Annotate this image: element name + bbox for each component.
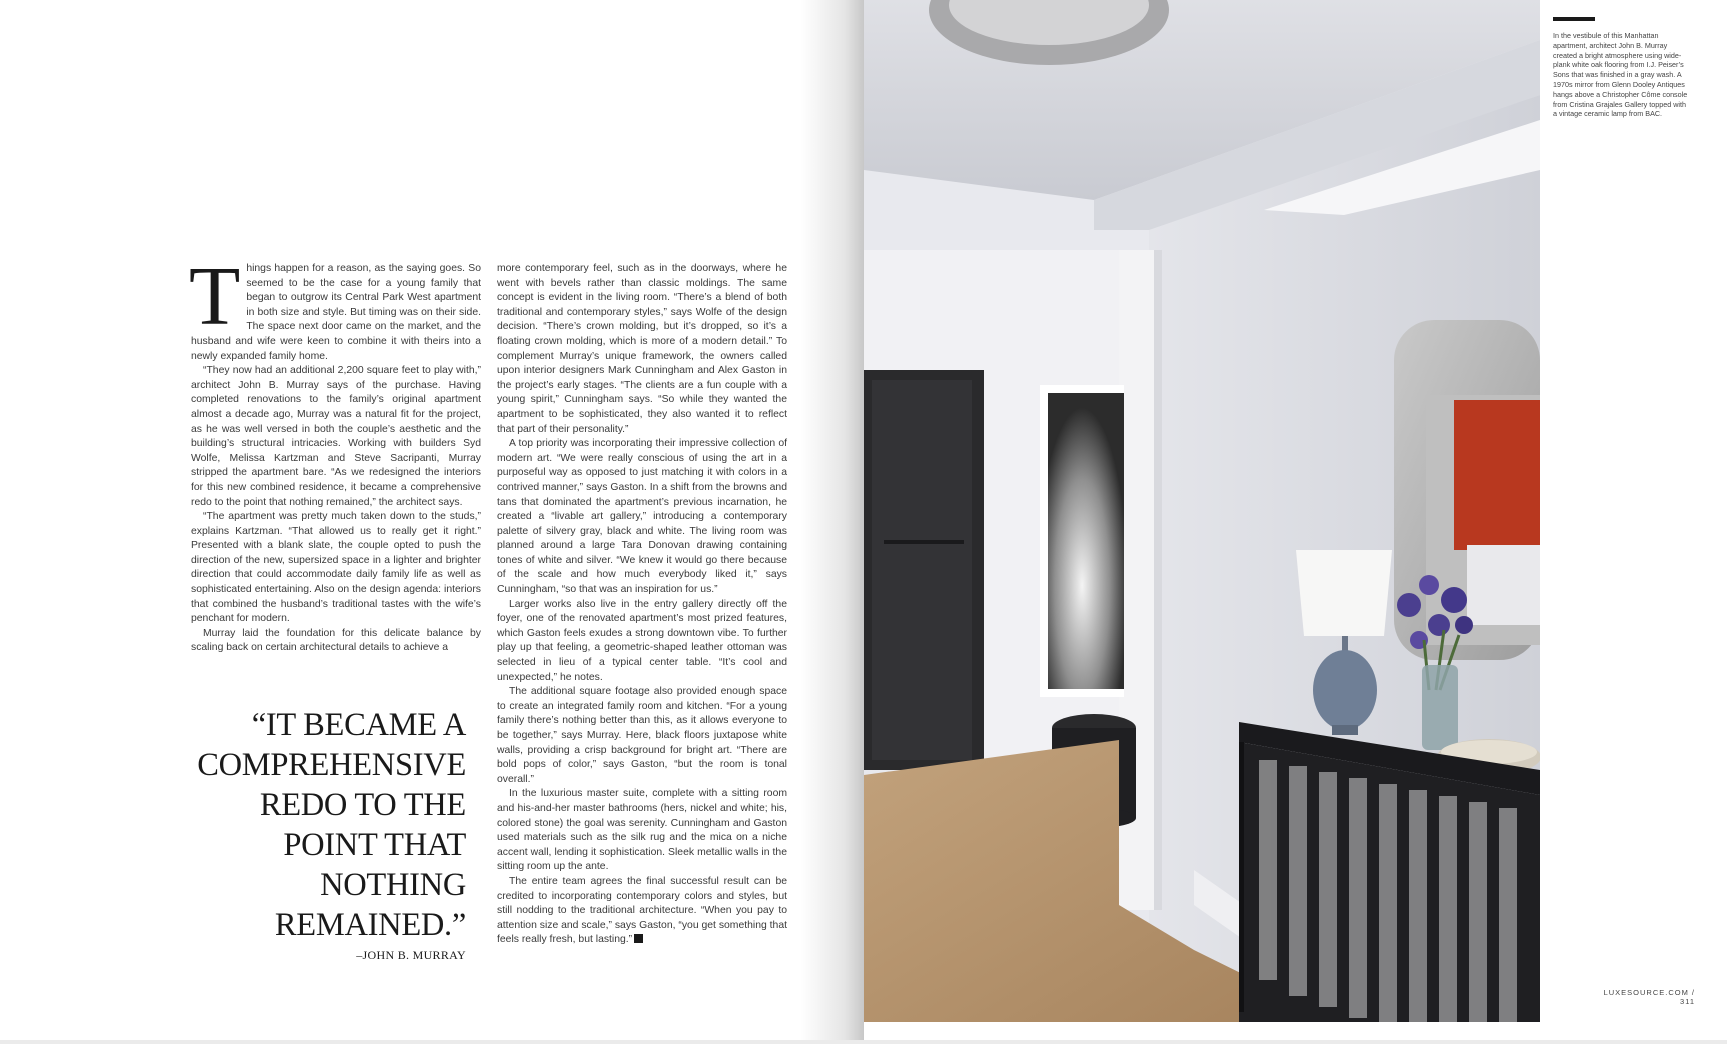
gutter-shadow (800, 0, 864, 1040)
left-page (0, 0, 864, 1040)
pull-quote-attribution: –JOHN B. MURRAY (356, 948, 466, 962)
paragraph: A top priority was incorporating their impressive collection of modern art. “We were really conscious of using the art in a purposeful way as opposed to just matching it with colors in a contrived manner,” says Gaston. In a shift from the browns and tans that dominated the apartment’s previous incarnation, he created a “livable art gallery,” introducing a contemporary palette of silvery gray, black and white. The living room was planned around a large Tara Donovan drawing containing tones of white and silver. “We knew it would go there because of the scale and how much everybody liked it,” says Cunningham, “so that was an inspiration for us.” (497, 438, 787, 596)
paragraph: The entire team agrees the final successful result can be credited to incorporating contemporary colors and styles, but still nodding to the traditional architecture. “When you pay to attention size and scale,” says Gaston, “you get something that feels really fresh, but lasting.” (497, 875, 787, 946)
paragraph: “The apartment was pretty much taken down to the studs,” explains Kartzman. “That allowed us to really get it right.” Presented with a blank slate, the couple opted to push the direction of the new, supersized space in a lighter and brighter direction that could accommodate daily family life as well as sophisticated entertaining. Also on the design agenda: interiors that combined the husband’s traditional tastes with the wife’s penchant for modern. (191, 511, 481, 625)
paragraph: more contemporary feel, such as in the doorways, where he went with bevels rather than classic moldings. The same concept is evident in the living room. “There’s a blend of both traditional and contemporary styles,” says Wolfe of the design decision. “There’s crown molding, but it’s dropped, so it’s a floating crown molding, which is more of a modern detail.” To complement Murray’s unique framework, the owners called upon interior designers Mark Cunningham and Alex Gaston in the project’s early stages. “The clients are a fun couple with a young spirit,” Cunningham says. “So while they wanted the apartment to be sophisticated, they also wanted it to reflect that part of their personality.” (497, 263, 787, 435)
article-column-1 (189, 250, 481, 656)
photo-caption: In the vestibule of this Manhattan apartment, architect John B. Murray created a bright atmosphere using wide-plank white oak flooring from I.J. Peiser’s Sons that was finished in a gray wash. A 1970s mirror from Glenn Dooley Antiques hangs above a Christopher Côme console from Cristina Grajales Gallery topped with a vintage ceramic lamp from BAC. (1553, 31, 1688, 119)
paragraph: “They now had an additional 2,200 square feet to play with,” architect John B. Murray says of the purchase. Having completed renovations to the family’s original apartment almost a decade ago, Murray was a natural fit for the project, as he was well versed in both the couple’s aesthetic and the building’s structural intricacies. Working with builders Syd Wolfe, Melissa Kartzman and Steve Sacripanti, Murray stripped the apartment bare. “As we redesigned the interiors for this new combined residence, it became a comprehensive redo to the point that nothing remained,” the architect says. (191, 365, 481, 508)
paragraph: Things happen for a reason, as the saying goes. So seemed to be the case for a young family that began to outgrow its Central Park West apartment in both size and style. But timing was on their side. The space next door came on the market, and the husband and wife were keen to combine it with theirs into a newly expanded family home. (189, 250, 481, 362)
drop-cap: T (189, 250, 241, 343)
paragraph: Murray laid the foundation for this delicate balance by scaling back on certain architectural details to achieve a (191, 627, 481, 654)
vestibule-photo (864, 0, 1540, 1022)
end-mark-icon (634, 934, 643, 943)
paragraph: Larger works also live in the entry gallery directly off the foyer, one of the renovated apartment’s most prized features, which Gaston feels exudes a strong downtown vibe. To further play up that feeling, a geometric-shaped leather ottoman was selected in lieu of a typical center table. “It’s cool and unexpected,” he notes. (497, 598, 787, 683)
article-column-2 (497, 262, 787, 948)
page-folio: LUXESOURCE.COM / 311 (1603, 988, 1695, 1006)
paragraph: The additional square footage also provided enough space to create an integrated family room and kitchen. “For a young family there’s nothing better than this, as it allows everyone to be together,” says Murray. Here, black floors juxtapose white walls, providing a crisp background for bright art. “There are bold pops of color,” says Gaston, “but the room is tonal overall.” (497, 686, 787, 785)
paragraph: In the luxurious master suite, complete with a sitting room and his-and-her master bathrooms (hers, nickel and white; his, colored stone) the goal was serenity. Cunningham and Gaston used materials such as the silk rug and the mica on a niche accent wall, lending it sophistication. Sleek metallic walls in the sitting room up the ante. (497, 788, 787, 873)
pull-quote: “IT BECAME A COMPREHENSIVE REDO TO THE POINT THAT NOTHING REMAINED.” (197, 707, 466, 943)
caption-rule (1553, 17, 1595, 21)
